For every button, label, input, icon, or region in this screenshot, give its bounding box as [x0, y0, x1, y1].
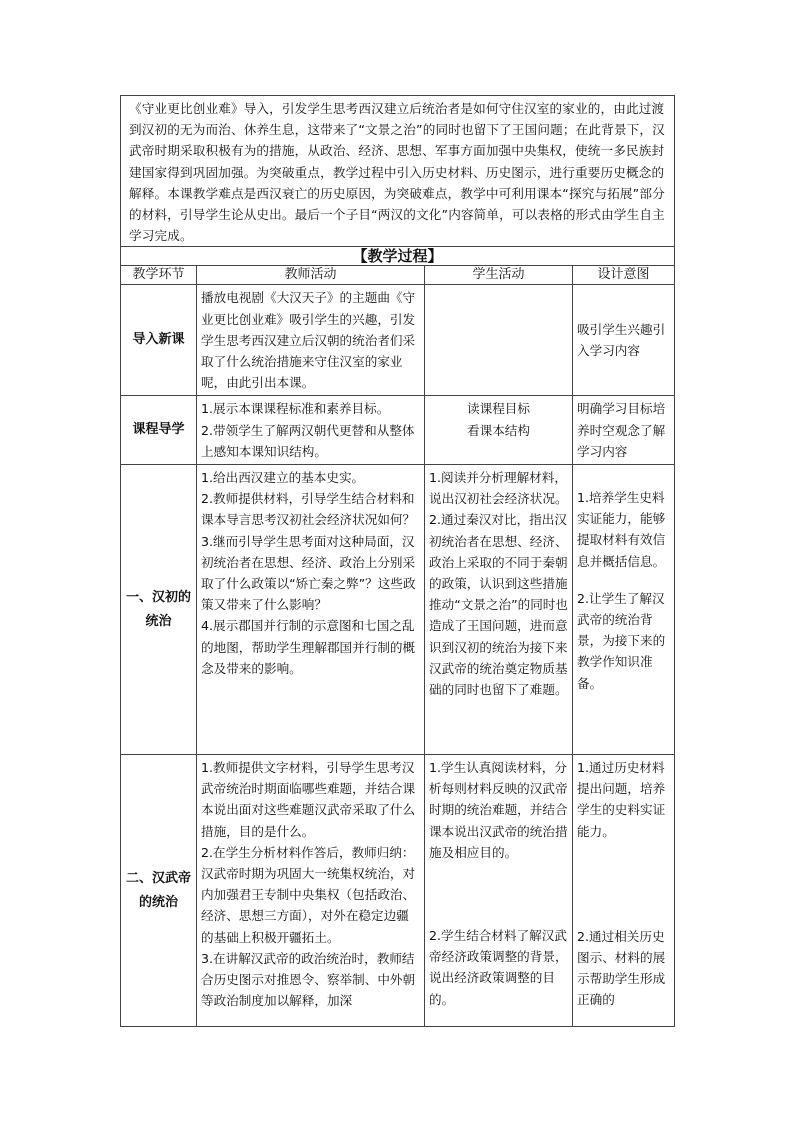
header-stage: 教学环节 [121, 266, 197, 285]
teacher-item: 3.继而引导学生思考面对这种局面，汉初统治者在思想、经济、政治上分别采取了什么政策以“矫亡秦之弊”？这些政策又带来了什么影响？ [201, 533, 416, 613]
intent-cell [573, 465, 675, 755]
student-cell [425, 396, 573, 465]
teacher-cell [197, 465, 425, 755]
table-row [121, 285, 675, 396]
intent-item: 1.培养学生史料实证能力，能够提取材料有效信息并概括信息。 [577, 490, 666, 569]
table-row [121, 465, 675, 755]
intent-item: 明确学习目标培养时空观念了解学习内容 [577, 401, 666, 459]
intent-cell [573, 396, 675, 465]
intent-cell [573, 755, 675, 1027]
teacher-item: 1.教师提供文字材料，引导学生思考汉武帝统治时期面临哪些难题，并结合课本说出面对这些难题汉武帝采取了什么措施，目的是什么。 [201, 760, 416, 839]
teacher-item: 2.在学生分析材料作答后，教师归纳：汉武帝时期为巩固大一统集权统治，对内加强君王专制中央集权（包括政治、经济、思想三方面），对外在稳定边疆的基础上积极开疆拓土。 [201, 844, 416, 945]
teacher-item: 3.在讲解汉武帝的政治统治时，教师结合历史图示对推恩令、察举制、中外朝等政治制度加以解释，加深 [201, 950, 416, 1009]
teacher-item: 1.给出西汉建立的基本史实。 [201, 470, 365, 486]
header-student: 学生活动 [425, 266, 573, 285]
intent-item: 2.通过相关历史图示、材料的展示帮助学生形成正确的 [577, 928, 666, 1008]
intro-paragraph: 《守业更比创业难》导入，引发学生思考西汉建立后统治者是如何守住汉室的家业的，由此过渡到汉初的无为而治、休养生息，这带来了“文景之治”的同时也留下了王国问题；在此背景下，汉武帝时期采取积极有为的措施，从政治、经济、思想、军事方面加强中央集权，使统一多民族封建国家得到巩固加强。为突破重点，教学过程中引入历史材料、历史图示，进行重要历史概念的解释。本课教学难点是西汉衰亡的历史原因，为突破难点，教学中可利用课本“探究与拓展”部分的材料，引导学生论从史出。最后一个子目“两汉的文化”内容简单，可以表格的形式由学生自主学习完成。 [121, 96, 675, 247]
stage-cell: 课程导学 [121, 396, 197, 465]
intent-item: 2.让学生了解汉武帝的统治背景，为接下来的教学作知识准备。 [577, 590, 666, 691]
teacher-cell [197, 755, 425, 1027]
student-item: 2.通过秦汉对比，指出汉初统治者在思想、经济、政治上采取的不同于秦朝的政策，认识到这些措施推动“文景之治”的同时也造成了王国问题，进而意识到汉初的统治为接下来汉武帝的统治奠定物质基础的同时也留下了难题。 [429, 512, 568, 698]
teacher-item: 2.教师提供材料，引导学生结合材料和课本导言思考汉初社会经济状况如何？ [201, 491, 416, 528]
student-cell [425, 285, 573, 396]
teacher-cell [197, 285, 425, 396]
student-cell [425, 755, 573, 1027]
section-title: 【教学过程】 [121, 247, 675, 266]
lesson-table [120, 95, 675, 1027]
table-row [121, 396, 675, 465]
teacher-item: 4.展示郡国并行制的示意图和七国之乱的地图，帮助学生理解郡国并行制的概念及带来的影响。 [201, 618, 416, 676]
header-intent: 设计意图 [573, 266, 675, 285]
intent-cell [573, 285, 675, 396]
intent-item: 1.通过历史材料提出问题，培养学生的史料实证能力。 [577, 760, 666, 839]
stage-cell: 导入新课 [121, 285, 197, 396]
teacher-cell [197, 396, 425, 465]
student-item: 2.学生结合材料了解汉武帝经济政策调整的背景，说出经济政策调整的目的。 [429, 928, 568, 1007]
teacher-item: 2.带领学生了解两汉朝代更替和从整体上感知本课知识结构。 [201, 422, 415, 459]
header-teacher: 教师活动 [197, 266, 425, 285]
lesson-plan-document [120, 95, 674, 1027]
teacher-item: 播放电视剧《大汉天子》的主题曲《守业更比创业难》吸引学生的兴趣，引发学生思考西汉建立后汉朝的统治者们采取了什么统治措施来守住汉室的家业呢，由此引出本课。 [201, 290, 416, 391]
student-item: 看课本结构 [467, 422, 530, 438]
student-item: 读课程目标 [467, 401, 530, 417]
student-item: 1.学生认真阅读材料，分析每则材料反映的汉武帝时期的统治难题，并结合课本说出汉武帝的统治措施及相应目的。 [429, 760, 568, 860]
stage-cell: 一、汉初的统治 [121, 465, 197, 755]
intent-item: 吸引学生兴趣引入学习内容 [577, 322, 666, 359]
student-item: 1.阅读并分析理解材料，说出汉初社会经济状况。 [429, 470, 568, 507]
header-row [121, 266, 675, 285]
teacher-item: 1.展示本课课程标准和素养目标。 [201, 401, 390, 417]
table-row [121, 755, 675, 1027]
student-cell [425, 465, 573, 755]
stage-cell: 二、汉武帝的统治 [121, 755, 197, 1027]
